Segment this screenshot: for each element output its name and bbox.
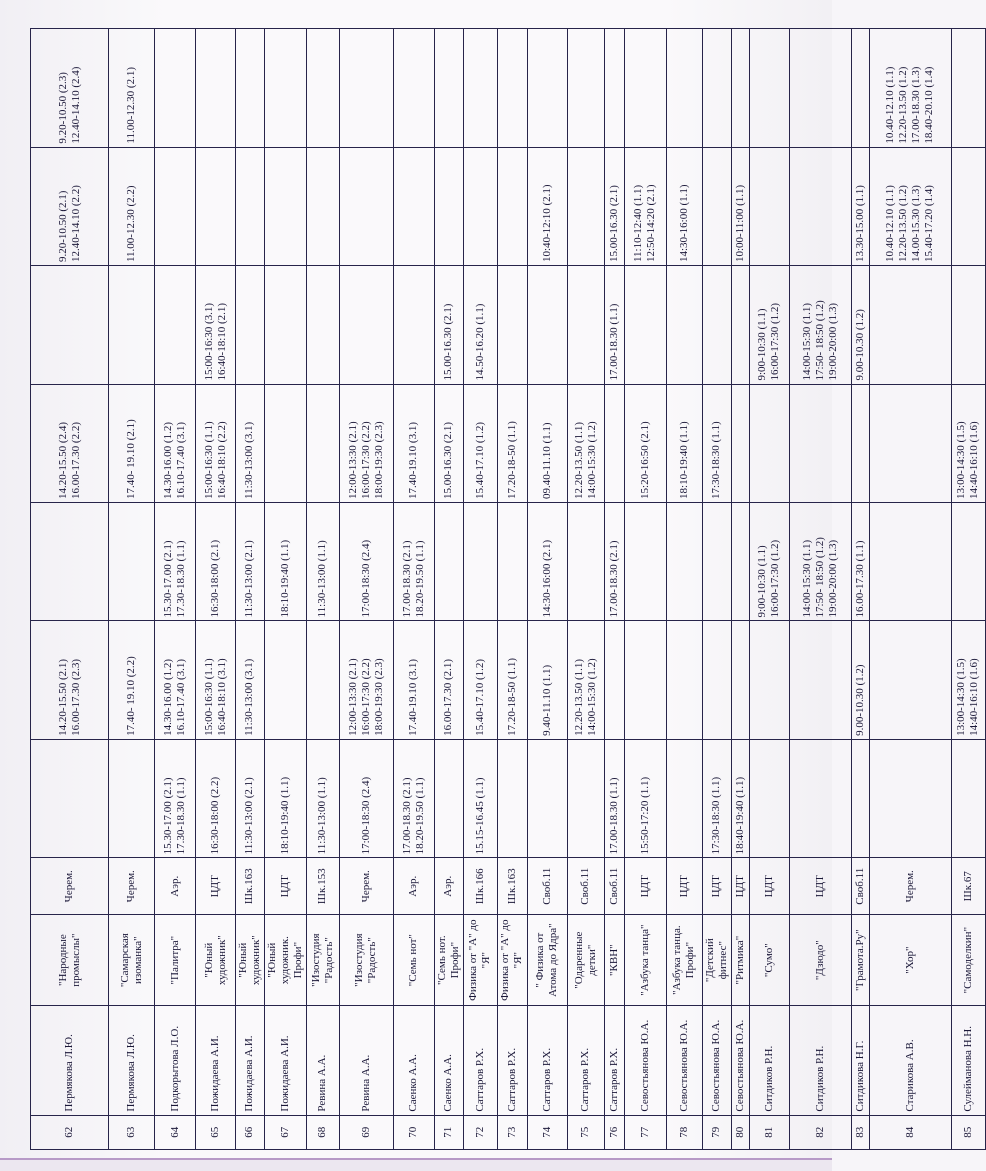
club-name: "Дзюдо": [789, 915, 851, 1006]
time-slot: 14.20-15.50 (2.1) 16.00-17.30 (2.3): [31, 621, 109, 739]
time-slot: 11:30-13:00 (3.1): [236, 621, 265, 739]
time-slot: [567, 147, 604, 265]
location: ЦДТ: [702, 858, 731, 915]
time-slot: [434, 147, 463, 265]
row-number: 84: [869, 1115, 951, 1149]
time-slot: 17:30-18:30 (1.1): [702, 384, 731, 502]
location: Черем.: [109, 858, 155, 915]
club-name: Физика от "А" до "Я": [463, 915, 497, 1006]
row-number: 76: [604, 1115, 624, 1149]
time-slot: [951, 502, 985, 620]
time-slot: [869, 266, 951, 384]
club-name: "Палитра": [155, 915, 196, 1006]
club-name: "Азбука танца. Профи": [666, 915, 702, 1006]
time-slot: 14.30-16.00 (1.2) 16.10-17.40 (3.1): [155, 384, 196, 502]
time-slot: [306, 266, 339, 384]
time-slot: [31, 502, 109, 620]
time-slot: 11:10-12:40 (1.1) 12:50-14:20 (2.1): [624, 147, 666, 265]
time-slot: [393, 29, 434, 148]
time-slot: 15.00-16.30 (2.1): [434, 266, 463, 384]
time-slot: [339, 266, 393, 384]
location: Шк.67: [951, 858, 985, 915]
row-number: 73: [497, 1115, 527, 1149]
time-slot: 9.00-10.30 (1.2): [851, 621, 869, 739]
time-slot: [851, 739, 869, 857]
time-slot: 16.00-17.30 (1.1): [851, 502, 869, 620]
time-slot: 11:30-13:00 (1.1): [306, 739, 339, 857]
time-slot: 9.20-10.50 (2.1) 12.40-14.10 (2.2): [31, 147, 109, 265]
row-number: 69: [339, 1115, 393, 1149]
club-name: "Азбука танца": [624, 915, 666, 1006]
time-slot: 15.15-16.45 (1.1): [463, 739, 497, 857]
time-slot: 17.00-18.30 (2.1) 18.20-19.50 (1.1): [393, 739, 434, 857]
row-number: 74: [527, 1115, 567, 1149]
time-slot: 14:30-16:00 (1.1): [666, 147, 702, 265]
time-slot: 12.20-13.50 (1.1) 14:00-15:30 (1.2): [567, 621, 604, 739]
teacher-name: Ситдикова Н.Г.: [851, 1006, 869, 1115]
time-slot: [31, 739, 109, 857]
time-slot: [236, 266, 265, 384]
row-number: 77: [624, 1115, 666, 1149]
teacher-name: Пожидаева А.И.: [264, 1006, 306, 1115]
time-slot: 14.20-15.50 (2.4) 16.00-17.30 (2.2): [31, 384, 109, 502]
time-slot: [702, 266, 731, 384]
location: Аэр.: [434, 858, 463, 915]
time-slot: [731, 621, 749, 739]
time-slot: [306, 29, 339, 148]
location: Шк.153: [306, 858, 339, 915]
club-name: "КВН": [604, 915, 624, 1006]
time-slot: [749, 621, 789, 739]
time-slot: 18:10-19:40 (1.1): [264, 739, 306, 857]
location: Черем.: [31, 858, 109, 915]
time-slot: [31, 266, 109, 384]
teacher-name: Севостьянова Ю.А.: [624, 1006, 666, 1115]
club-name: "Сумо": [749, 915, 789, 1006]
location: Шк.163: [236, 858, 265, 915]
time-slot: [236, 29, 265, 148]
time-slot: 17.40-19.10 (3.1): [393, 384, 434, 502]
location: Аэр.: [155, 858, 196, 915]
teacher-name: Подкорытова Л.О.: [155, 1006, 196, 1115]
club-name: "Грамота.Ру": [851, 915, 869, 1006]
time-slot: [789, 621, 851, 739]
time-slot: [264, 29, 306, 148]
location: ЦДТ: [666, 858, 702, 915]
time-slot: [789, 739, 851, 857]
time-slot: 11:30-13:00 (1.1): [306, 502, 339, 620]
table-row: [702, 29, 731, 1150]
time-slot: 12:00-13:30 (2.1) 16:00-17:30 (2.2) 18:00-19:30 (2.3): [339, 384, 393, 502]
time-slot: [339, 29, 393, 148]
time-slot: [624, 502, 666, 620]
teacher-name: Сулейманова Н.Н.: [951, 1006, 985, 1115]
time-slot: [749, 29, 789, 148]
location: Своб.11: [567, 858, 604, 915]
time-slot: [393, 147, 434, 265]
time-slot: [497, 147, 527, 265]
table-row: [851, 29, 869, 1150]
location: Аэр.: [393, 858, 434, 915]
time-slot: 17.00-18.30 (2.1): [604, 502, 624, 620]
time-slot: [527, 739, 567, 857]
row-number: 83: [851, 1115, 869, 1149]
teacher-name: Ситдиков Р.Н.: [749, 1006, 789, 1115]
time-slot: [109, 266, 155, 384]
time-slot: 15:50-17:20 (1.1): [624, 739, 666, 857]
club-name: "Изостудия "Радость": [339, 915, 393, 1006]
page-edge: [0, 1158, 832, 1171]
location: ЦДТ: [749, 858, 789, 915]
row-number: 81: [749, 1115, 789, 1149]
teacher-name: Севостьянова Ю.А.: [702, 1006, 731, 1115]
time-slot: [196, 29, 236, 148]
time-slot: 10.40-12.10 (1.1) 12.20-13.50 (1.2) 14.00-15.30 (1.3) 15.40-17.20 (1.4): [869, 147, 951, 265]
club-name: "Юный художник. Профи": [264, 915, 306, 1006]
time-slot: [731, 502, 749, 620]
time-slot: [393, 266, 434, 384]
teacher-name: Саттаров Р.Х.: [463, 1006, 497, 1115]
time-slot: 18:40-19:40 (1.1): [731, 739, 749, 857]
teacher-name: Ревина А.А.: [306, 1006, 339, 1115]
time-slot: [869, 739, 951, 857]
table-row: [196, 29, 236, 1150]
teacher-name: Севостьянова Ю.А.: [731, 1006, 749, 1115]
location: Своб.11: [604, 858, 624, 915]
teacher-name: Ревина А.А.: [339, 1006, 393, 1115]
time-slot: [339, 147, 393, 265]
time-slot: 9:00-10:30 (1.1) 16:00-17:30 (1.2): [749, 502, 789, 620]
time-slot: 9.00-10.30 (1.2): [851, 266, 869, 384]
table-row: [731, 29, 749, 1150]
time-slot: [567, 502, 604, 620]
time-slot: [155, 147, 196, 265]
club-name: "Самоделкин": [951, 915, 985, 1006]
teacher-name: Пожидаева А.И.: [236, 1006, 265, 1115]
time-slot: [434, 739, 463, 857]
time-slot: [527, 266, 567, 384]
club-name: "Народные промыслы": [31, 915, 109, 1006]
time-slot: 15:20-16:50 (2.1): [624, 384, 666, 502]
location: Своб.11: [851, 858, 869, 915]
time-slot: 17.00-18.30 (2.1) 18.20-19.50 (1.1): [393, 502, 434, 620]
time-slot: 13.30-15.00 (1.1): [851, 147, 869, 265]
time-slot: [264, 384, 306, 502]
time-slot: [497, 502, 527, 620]
table-row: [236, 29, 265, 1150]
time-slot: 16.00-17.30 (2.1): [434, 621, 463, 739]
time-slot: [951, 266, 985, 384]
time-slot: 15:00-16:30 (3.1) 16:40-18:10 (2.1): [196, 266, 236, 384]
time-slot: 14.50-16.20 (1.1): [463, 266, 497, 384]
time-slot: 17.00-18.30 (1.1): [604, 739, 624, 857]
time-slot: [264, 147, 306, 265]
teacher-name: Саенко А.А.: [434, 1006, 463, 1115]
location: Своб.11: [527, 858, 567, 915]
table-row: [339, 29, 393, 1150]
table-row: [393, 29, 434, 1150]
table-row: [604, 29, 624, 1150]
time-slot: 17.40-19.10 (3.1): [393, 621, 434, 739]
time-slot: [702, 147, 731, 265]
location: ЦДТ: [624, 858, 666, 915]
time-slot: [567, 266, 604, 384]
time-slot: 16:30-18:00 (2.2): [196, 739, 236, 857]
row-number: 66: [236, 1115, 265, 1149]
time-slot: [702, 621, 731, 739]
time-slot: 15.40-17.10 (1.2): [463, 621, 497, 739]
row-number: 68: [306, 1115, 339, 1149]
table-row: [951, 29, 985, 1150]
time-slot: [749, 384, 789, 502]
time-slot: [604, 621, 624, 739]
time-slot: 17.40- 19.10 (2.1): [109, 384, 155, 502]
time-slot: 16:30-18:00 (2.1): [196, 502, 236, 620]
time-slot: 10.40-12.10 (1.1) 12.20-13.50 (1.2) 17.00-18.30 (1.3) 18.40-20.10 (1.4): [869, 29, 951, 148]
time-slot: 9:00-10:30 (1.1) 16:00-17:30 (1.2): [749, 266, 789, 384]
club-name: "Семь нот": [393, 915, 434, 1006]
teacher-name: Пермякова Л.Ю.: [31, 1006, 109, 1115]
time-slot: [749, 147, 789, 265]
time-slot: 15.00-16.30 (2.1): [604, 147, 624, 265]
time-slot: [463, 502, 497, 620]
time-slot: 12.20-13.50 (1.1) 14:00-15:30 (1.2): [567, 384, 604, 502]
table-row: [306, 29, 339, 1150]
time-slot: [624, 266, 666, 384]
time-slot: [306, 147, 339, 265]
club-name: "Самарская изоманка": [109, 915, 155, 1006]
time-slot: [604, 29, 624, 148]
location: ЦДТ: [731, 858, 749, 915]
time-slot: [463, 29, 497, 148]
time-slot: 14:00-15:30 (1.1) 17:50- 18:50 (1.2) 19:00-20:00 (1.3): [789, 502, 851, 620]
row-number: 70: [393, 1115, 434, 1149]
time-slot: [789, 147, 851, 265]
time-slot: 15.30-17.00 (2.1) 17.30-18.30 (1.1): [155, 502, 196, 620]
teacher-name: Саттаров Р.Х.: [497, 1006, 527, 1115]
teacher-name: Саенко А.А.: [393, 1006, 434, 1115]
time-slot: [869, 621, 951, 739]
time-slot: 15.30-17.00 (2.1) 17.30-18.30 (1.1): [155, 739, 196, 857]
row-number: 71: [434, 1115, 463, 1149]
time-slot: 17.40- 19.10 (2.2): [109, 621, 155, 739]
location: ЦДТ: [196, 858, 236, 915]
time-slot: 17:00-18:30 (2.4): [339, 739, 393, 857]
teacher-name: Пожидаева А.И.: [196, 1006, 236, 1115]
time-slot: [109, 739, 155, 857]
location: Черем.: [339, 858, 393, 915]
time-slot: 17.20-18-50 (1.1): [497, 621, 527, 739]
time-slot: [666, 502, 702, 620]
club-name: "Семь нот. Профи": [434, 915, 463, 1006]
time-slot: [155, 266, 196, 384]
time-slot: [951, 147, 985, 265]
time-slot: [666, 266, 702, 384]
table-row: [567, 29, 604, 1150]
row-number: 63: [109, 1115, 155, 1149]
row-number: 79: [702, 1115, 731, 1149]
time-slot: 18:10-19:40 (1.1): [666, 384, 702, 502]
time-slot: 15.00-16.30 (2.1): [434, 384, 463, 502]
table-row: [749, 29, 789, 1150]
row-number: 78: [666, 1115, 702, 1149]
time-slot: [497, 739, 527, 857]
time-slot: [497, 29, 527, 148]
time-slot: [869, 384, 951, 502]
time-slot: [731, 266, 749, 384]
time-slot: [702, 29, 731, 148]
time-slot: [851, 29, 869, 148]
time-slot: [567, 29, 604, 148]
club-name: "Ритмика": [731, 915, 749, 1006]
teacher-name: Севостьянова Ю.А.: [666, 1006, 702, 1115]
time-slot: 10:40-12:10 (2.1): [527, 147, 567, 265]
schedule-table: [30, 28, 986, 1150]
time-slot: 15:00-16:30 (1.1) 16:40-18:10 (3.1): [196, 621, 236, 739]
location: ЦДТ: [789, 858, 851, 915]
time-slot: 14:00-15:30 (1.1) 17:50- 18:50 (1.2) 19:00-20:00 (1.3): [789, 266, 851, 384]
time-slot: [789, 384, 851, 502]
row-number: 82: [789, 1115, 851, 1149]
time-slot: 9.40-11.10 (1.1): [527, 621, 567, 739]
time-slot: [604, 384, 624, 502]
row-number: 75: [567, 1115, 604, 1149]
time-slot: [109, 502, 155, 620]
time-slot: [624, 29, 666, 148]
club-name: "Одаренные детки": [567, 915, 604, 1006]
time-slot: [463, 147, 497, 265]
teacher-name: Старикова А.В.: [869, 1006, 951, 1115]
club-name: " Физика от Атома до Ядра": [527, 915, 567, 1006]
table-row: [155, 29, 196, 1150]
club-name: "Изостудия "Радость": [306, 915, 339, 1006]
location: ЦДТ: [264, 858, 306, 915]
time-slot: 17:00-18:30 (2.4): [339, 502, 393, 620]
time-slot: [666, 739, 702, 857]
table-row: [624, 29, 666, 1150]
time-slot: [869, 502, 951, 620]
club-name: "Хор": [869, 915, 951, 1006]
table-row: [869, 29, 951, 1150]
time-slot: 13:00-14:30 (1.5) 14:40-16:10 (1.6): [951, 384, 985, 502]
club-name: Физика от "А" до "Я": [497, 915, 527, 1006]
time-slot: [851, 384, 869, 502]
time-slot: 09.40-11.10 (1.1): [527, 384, 567, 502]
time-slot: [306, 621, 339, 739]
time-slot: [434, 502, 463, 620]
time-slot: [264, 266, 306, 384]
time-slot: [306, 384, 339, 502]
time-slot: 15:00-16:30 (1.1) 16:40-18:10 (2.2): [196, 384, 236, 502]
table-row: [497, 29, 527, 1150]
table-row: [109, 29, 155, 1150]
time-slot: [567, 739, 604, 857]
time-slot: [624, 621, 666, 739]
time-slot: 17:30-18:30 (1.1): [702, 739, 731, 857]
time-slot: [666, 621, 702, 739]
club-name: "Юный художник": [196, 915, 236, 1006]
time-slot: [236, 147, 265, 265]
club-name: "Детский фитнес": [702, 915, 731, 1006]
table-row: [527, 29, 567, 1150]
row-number: 65: [196, 1115, 236, 1149]
teacher-name: Саттаров Р.Х.: [604, 1006, 624, 1115]
row-number: 67: [264, 1115, 306, 1149]
time-slot: [527, 29, 567, 148]
row-number: 64: [155, 1115, 196, 1149]
time-slot: 14.30-16.00 (1.2) 16.10-17.40 (3.1): [155, 621, 196, 739]
teacher-name: Саттаров Р.Х.: [567, 1006, 604, 1115]
time-slot: [951, 739, 985, 857]
table-row: [31, 29, 109, 1150]
row-number: 85: [951, 1115, 985, 1149]
time-slot: 11:30-13:00 (3.1): [236, 384, 265, 502]
table-row: [434, 29, 463, 1150]
time-slot: 11.00-12.30 (2.2): [109, 147, 155, 265]
table-row: [666, 29, 702, 1150]
time-slot: [731, 29, 749, 148]
time-slot: 10:00-11:00 (1.1): [731, 147, 749, 265]
time-slot: 17.20-18-50 (1.1): [497, 384, 527, 502]
time-slot: 11:30-13:00 (2.1): [236, 502, 265, 620]
time-slot: [789, 29, 851, 148]
time-slot: 17.00-18.30 (1.1): [604, 266, 624, 384]
table-row: [264, 29, 306, 1150]
table-row: [789, 29, 851, 1150]
time-slot: [196, 147, 236, 265]
time-slot: [666, 29, 702, 148]
time-slot: [497, 266, 527, 384]
time-slot: 11.00-12.30 (2.1): [109, 29, 155, 148]
time-slot: 18:10-19:40 (1.1): [264, 502, 306, 620]
location: Шк.163: [497, 858, 527, 915]
time-slot: [434, 29, 463, 148]
teacher-name: Ситдиков Р.Н.: [789, 1006, 851, 1115]
location: Шк.166: [463, 858, 497, 915]
time-slot: 15.40-17.10 (1.2): [463, 384, 497, 502]
teacher-name: Пермякова Л.Ю.: [109, 1006, 155, 1115]
row-number: 62: [31, 1115, 109, 1149]
teacher-name: Саттаров Р.Х.: [527, 1006, 567, 1115]
time-slot: [155, 29, 196, 148]
table-row: [463, 29, 497, 1150]
time-slot: [749, 739, 789, 857]
time-slot: [702, 502, 731, 620]
row-number: 72: [463, 1115, 497, 1149]
time-slot: 12:00-13:30 (2.1) 16:00-17:30 (2.2) 18:00-19:30 (2.3): [339, 621, 393, 739]
time-slot: [264, 621, 306, 739]
row-number: 80: [731, 1115, 749, 1149]
club-name: "Юный художник": [236, 915, 265, 1006]
time-slot: 11:30-13:00 (2.1): [236, 739, 265, 857]
time-slot: 9.20-10.50 (2.3) 12.40-14.10 (2.4): [31, 29, 109, 148]
time-slot: [731, 384, 749, 502]
time-slot: [951, 29, 985, 148]
location: Черем.: [869, 858, 951, 915]
time-slot: 14:30-16:00 (2.1): [527, 502, 567, 620]
time-slot: 13:00-14:30 (1.5) 14:40-16:10 (1.6): [951, 621, 985, 739]
